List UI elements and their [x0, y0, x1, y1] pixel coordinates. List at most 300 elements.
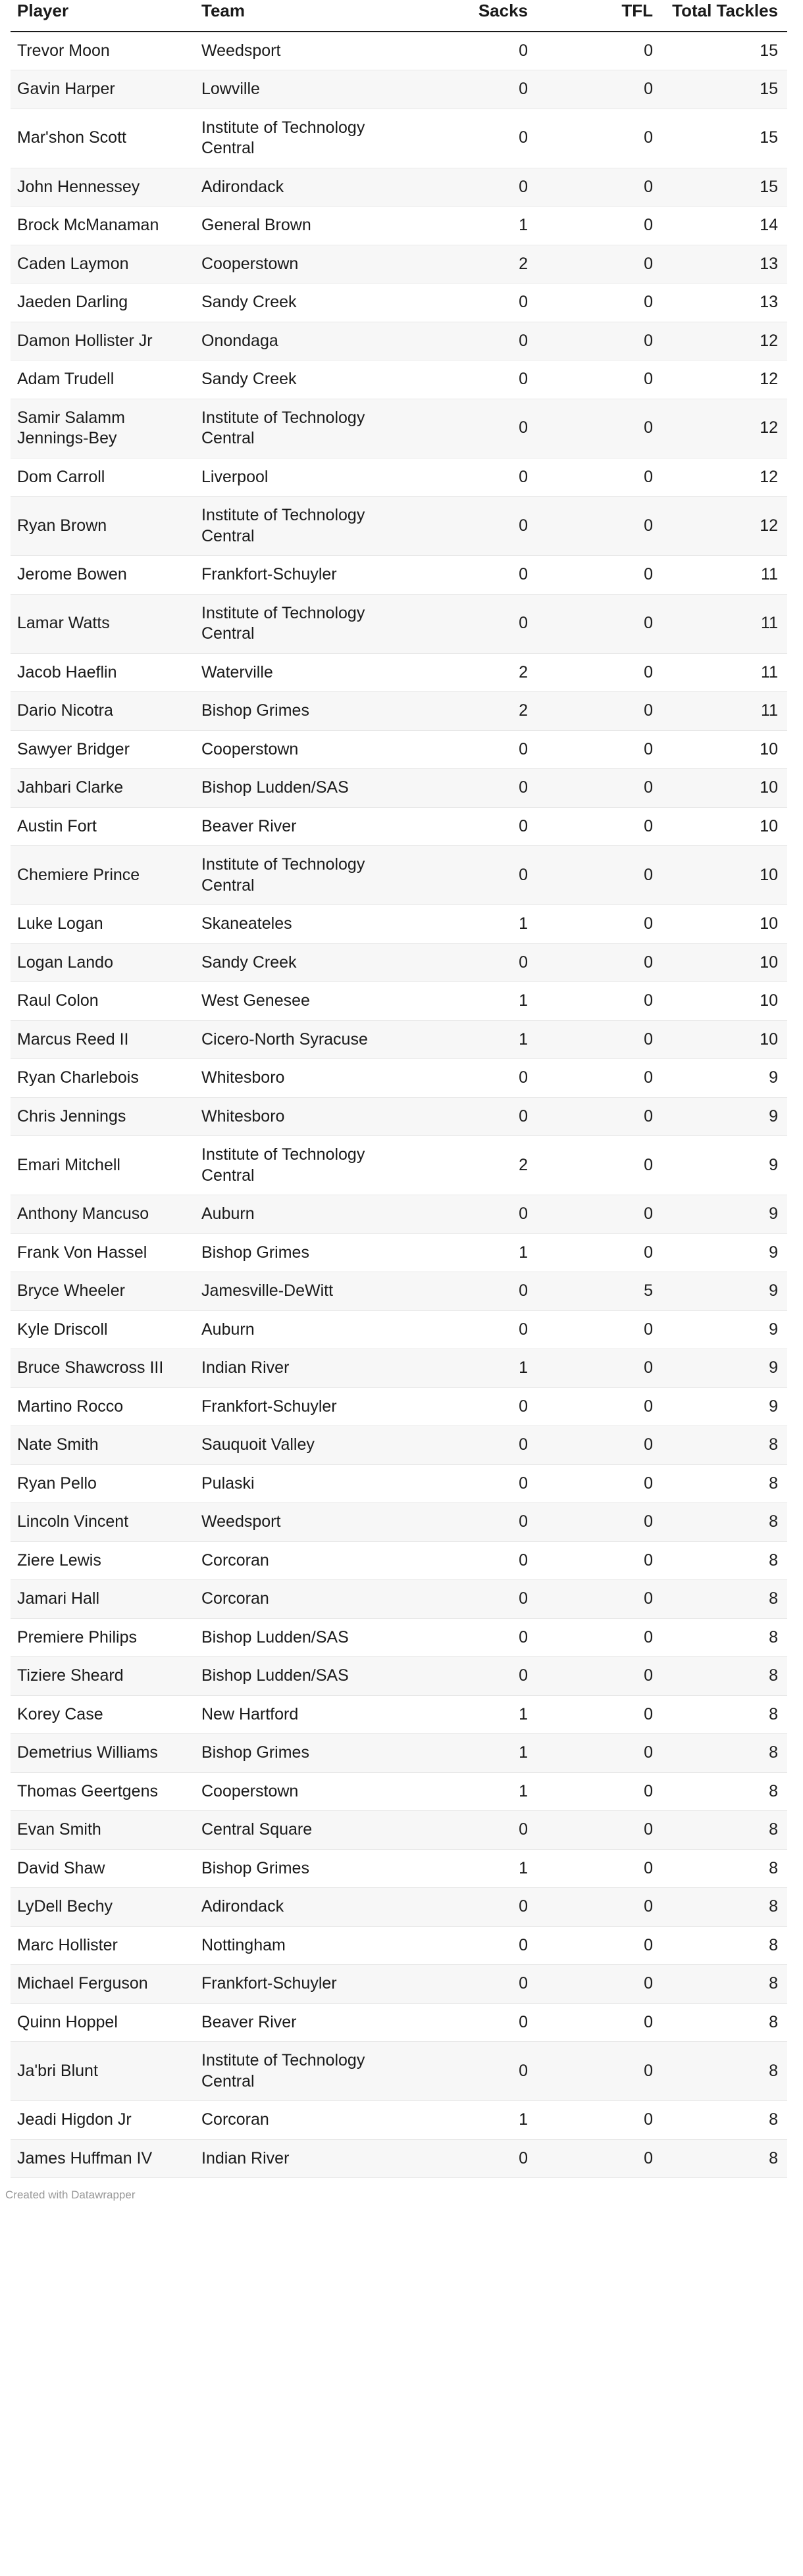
cell-total-tackles: 12 [662, 360, 787, 399]
cell-sacks: 1 [412, 2101, 537, 2140]
cell-total-tackles: 8 [662, 2042, 787, 2101]
cell-sacks: 1 [412, 1849, 537, 1888]
cell-team: Sandy Creek [195, 284, 412, 322]
cell-player: Mar'shon Scott [11, 109, 195, 168]
cell-tfl: 0 [537, 2101, 662, 2140]
cell-team: Jamesville-DeWitt [195, 1272, 412, 1311]
table-row [11, 982, 787, 1021]
cell-player: Samir Salamm Jennings-Bey [11, 399, 195, 458]
cell-team: Sandy Creek [195, 943, 412, 982]
cell-sacks: 0 [412, 730, 537, 769]
table-row [11, 1541, 787, 1580]
cell-total-tackles: 15 [662, 168, 787, 207]
table-row [11, 2101, 787, 2140]
cell-total-tackles: 15 [662, 70, 787, 109]
cell-total-tackles: 14 [662, 207, 787, 245]
cell-player: Michael Ferguson [11, 1965, 195, 2004]
cell-player: Demetrius Williams [11, 1734, 195, 1773]
cell-total-tackles: 12 [662, 458, 787, 497]
cell-total-tackles: 8 [662, 1580, 787, 1619]
cell-total-tackles: 12 [662, 322, 787, 360]
cell-team: Waterville [195, 653, 412, 692]
cell-tfl: 0 [537, 905, 662, 944]
table-row [11, 70, 787, 109]
cell-player: LyDell Bechy [11, 1888, 195, 1927]
cell-sacks: 0 [412, 322, 537, 360]
table-row [11, 1734, 787, 1773]
cell-tfl: 0 [537, 2042, 662, 2101]
table-row [11, 1310, 787, 1349]
cell-tfl: 0 [537, 730, 662, 769]
column-header-total-tackles-label: Total Tackles [672, 1, 778, 20]
table-row [11, 807, 787, 846]
table-row [11, 1811, 787, 1850]
cell-total-tackles: 8 [662, 1888, 787, 1927]
table-row [11, 1059, 787, 1098]
table-row [11, 2003, 787, 2042]
cell-total-tackles: 8 [662, 1503, 787, 1542]
cell-sacks: 0 [412, 556, 537, 595]
column-header-player[interactable] [11, 0, 195, 32]
cell-total-tackles: 8 [662, 1772, 787, 1811]
cell-sacks: 0 [412, 807, 537, 846]
cell-team: Onondaga [195, 322, 412, 360]
cell-sacks: 0 [412, 360, 537, 399]
cell-tfl: 0 [537, 982, 662, 1021]
cell-player: Lamar Watts [11, 594, 195, 653]
cell-sacks: 0 [412, 2139, 537, 2178]
cell-player: Bryce Wheeler [11, 1272, 195, 1311]
cell-tfl: 0 [537, 1195, 662, 1234]
cell-player: Jacob Haeflin [11, 653, 195, 692]
cell-total-tackles: 12 [662, 399, 787, 458]
cell-tfl: 0 [537, 1503, 662, 1542]
cell-sacks: 0 [412, 168, 537, 207]
cell-team: Beaver River [195, 2003, 412, 2042]
table-row [11, 360, 787, 399]
cell-sacks: 0 [412, 1426, 537, 1465]
cell-team: Cooperstown [195, 1772, 412, 1811]
column-header-sacks[interactable] [412, 0, 537, 32]
column-header-team-label: Team [201, 1, 245, 20]
cell-total-tackles: 10 [662, 846, 787, 905]
cell-team: Indian River [195, 2139, 412, 2178]
table-row [11, 497, 787, 556]
table-row [11, 284, 787, 322]
table-row [11, 458, 787, 497]
cell-tfl: 0 [537, 807, 662, 846]
cell-total-tackles: 8 [662, 1618, 787, 1657]
cell-sacks: 0 [412, 2042, 537, 2101]
table-row [11, 2139, 787, 2178]
cell-tfl: 0 [537, 284, 662, 322]
cell-team: Frankfort-Schuyler [195, 556, 412, 595]
cell-team: Bishop Grimes [195, 1734, 412, 1773]
cell-sacks: 0 [412, 1580, 537, 1619]
table-row [11, 943, 787, 982]
cell-tfl: 0 [537, 1136, 662, 1195]
cell-player: Ja'bri Blunt [11, 2042, 195, 2101]
cell-team: Skaneateles [195, 905, 412, 944]
table-row [11, 769, 787, 808]
cell-tfl: 0 [537, 70, 662, 109]
cell-player: Dom Carroll [11, 458, 195, 497]
cell-player: Quinn Hoppel [11, 2003, 195, 2042]
cell-sacks: 1 [412, 1020, 537, 1059]
cell-tfl: 0 [537, 1020, 662, 1059]
cell-sacks: 0 [412, 1272, 537, 1311]
cell-tfl: 0 [537, 109, 662, 168]
cell-total-tackles: 8 [662, 1464, 787, 1503]
cell-team: Bishop Grimes [195, 1233, 412, 1272]
cell-tfl: 0 [537, 1426, 662, 1465]
table-row [11, 322, 787, 360]
cell-team: Corcoran [195, 2101, 412, 2140]
cell-sacks: 1 [412, 1233, 537, 1272]
cell-total-tackles: 9 [662, 1349, 787, 1388]
cell-team: Adirondack [195, 168, 412, 207]
cell-player: Korey Case [11, 1695, 195, 1734]
table-row [11, 245, 787, 284]
player-defense-stats-table [11, 0, 787, 2178]
table-row [11, 399, 787, 458]
cell-tfl: 0 [537, 653, 662, 692]
cell-team: Institute of Technology Central [195, 2042, 412, 2101]
cell-team: Weedsport [195, 32, 412, 70]
column-header-sacks-label: Sacks [478, 1, 528, 20]
cell-tfl: 0 [537, 1926, 662, 1965]
cell-total-tackles: 10 [662, 943, 787, 982]
cell-team: Institute of Technology Central [195, 497, 412, 556]
cell-team: Institute of Technology Central [195, 399, 412, 458]
cell-team: Institute of Technology Central [195, 1136, 412, 1195]
cell-tfl: 0 [537, 594, 662, 653]
cell-team: Bishop Ludden/SAS [195, 1618, 412, 1657]
cell-player: Logan Lando [11, 943, 195, 982]
cell-sacks: 0 [412, 1811, 537, 1850]
cell-team: Cooperstown [195, 730, 412, 769]
table-row [11, 556, 787, 595]
cell-total-tackles: 9 [662, 1136, 787, 1195]
cell-total-tackles: 9 [662, 1195, 787, 1234]
table-row [11, 1618, 787, 1657]
table-row [11, 1888, 787, 1927]
cell-tfl: 0 [537, 1657, 662, 1696]
cell-total-tackles: 15 [662, 32, 787, 70]
cell-tfl: 0 [537, 1734, 662, 1773]
column-header-tfl[interactable] [537, 0, 662, 32]
cell-tfl: 0 [537, 1097, 662, 1136]
cell-sacks: 1 [412, 905, 537, 944]
cell-player: Kyle Driscoll [11, 1310, 195, 1349]
cell-sacks: 1 [412, 982, 537, 1021]
cell-player: Ziere Lewis [11, 1541, 195, 1580]
cell-tfl: 0 [537, 458, 662, 497]
cell-player: Ryan Pello [11, 1464, 195, 1503]
cell-tfl: 0 [537, 207, 662, 245]
cell-tfl: 0 [537, 692, 662, 731]
cell-team: Indian River [195, 1349, 412, 1388]
cell-team: Frankfort-Schuyler [195, 1387, 412, 1426]
table-row [11, 1272, 787, 1311]
cell-tfl: 0 [537, 1310, 662, 1349]
cell-total-tackles: 8 [662, 1849, 787, 1888]
cell-tfl: 0 [537, 1349, 662, 1388]
cell-tfl: 0 [537, 245, 662, 284]
cell-tfl: 0 [537, 1541, 662, 1580]
cell-total-tackles: 11 [662, 653, 787, 692]
cell-sacks: 0 [412, 1097, 537, 1136]
cell-tfl: 0 [537, 1580, 662, 1619]
cell-player: Marcus Reed II [11, 1020, 195, 1059]
cell-sacks: 0 [412, 1541, 537, 1580]
cell-tfl: 0 [537, 168, 662, 207]
cell-total-tackles: 10 [662, 982, 787, 1021]
cell-player: Caden Laymon [11, 245, 195, 284]
cell-sacks: 0 [412, 1464, 537, 1503]
cell-tfl: 0 [537, 322, 662, 360]
table-row [11, 1657, 787, 1696]
cell-total-tackles: 11 [662, 594, 787, 653]
cell-total-tackles: 9 [662, 1097, 787, 1136]
cell-tfl: 0 [537, 360, 662, 399]
cell-tfl: 0 [537, 1618, 662, 1657]
cell-player: Chris Jennings [11, 1097, 195, 1136]
cell-team: Weedsport [195, 1503, 412, 1542]
table-body [11, 32, 787, 2178]
cell-total-tackles: 10 [662, 769, 787, 808]
cell-sacks: 0 [412, 1965, 537, 2004]
cell-sacks: 0 [412, 109, 537, 168]
cell-team: Whitesboro [195, 1097, 412, 1136]
cell-total-tackles: 8 [662, 2003, 787, 2042]
cell-player: Jerome Bowen [11, 556, 195, 595]
cell-total-tackles: 9 [662, 1059, 787, 1098]
cell-team: Bishop Ludden/SAS [195, 1657, 412, 1696]
cell-player: James Huffman IV [11, 2139, 195, 2178]
cell-team: Bishop Grimes [195, 692, 412, 731]
cell-player: Premiere Philips [11, 1618, 195, 1657]
cell-sacks: 0 [412, 769, 537, 808]
cell-team: Sauquoit Valley [195, 1426, 412, 1465]
column-header-tfl-label: TFL [621, 1, 653, 20]
cell-tfl: 0 [537, 769, 662, 808]
cell-player: Dario Nicotra [11, 692, 195, 731]
cell-team: Institute of Technology Central [195, 109, 412, 168]
cell-tfl: 0 [537, 1059, 662, 1098]
cell-sacks: 0 [412, 1387, 537, 1426]
cell-tfl: 0 [537, 1888, 662, 1927]
cell-sacks: 0 [412, 497, 537, 556]
table-row [11, 1772, 787, 1811]
table-row [11, 653, 787, 692]
cell-team: Cooperstown [195, 245, 412, 284]
cell-total-tackles: 9 [662, 1310, 787, 1349]
cell-total-tackles: 8 [662, 1657, 787, 1696]
table-header [11, 0, 787, 32]
cell-sacks: 0 [412, 1926, 537, 1965]
cell-tfl: 0 [537, 1387, 662, 1426]
cell-sacks: 0 [412, 70, 537, 109]
cell-sacks: 1 [412, 1734, 537, 1773]
cell-player: Jamari Hall [11, 1580, 195, 1619]
cell-sacks: 0 [412, 1503, 537, 1542]
cell-team: Institute of Technology Central [195, 594, 412, 653]
cell-player: Tiziere Sheard [11, 1657, 195, 1696]
cell-tfl: 0 [537, 1772, 662, 1811]
cell-total-tackles: 10 [662, 807, 787, 846]
cell-sacks: 0 [412, 32, 537, 70]
table-row [11, 1464, 787, 1503]
table-row [11, 1349, 787, 1388]
cell-total-tackles: 15 [662, 109, 787, 168]
cell-team: Liverpool [195, 458, 412, 497]
cell-tfl: 0 [537, 2003, 662, 2042]
cell-total-tackles: 13 [662, 245, 787, 284]
cell-total-tackles: 9 [662, 1233, 787, 1272]
cell-player: Thomas Geertgens [11, 1772, 195, 1811]
cell-sacks: 2 [412, 692, 537, 731]
cell-team: Auburn [195, 1310, 412, 1349]
cell-tfl: 0 [537, 1849, 662, 1888]
table-row [11, 1926, 787, 1965]
cell-team: Adirondack [195, 1888, 412, 1927]
cell-player: Gavin Harper [11, 70, 195, 109]
cell-sacks: 2 [412, 1136, 537, 1195]
cell-team: Nottingham [195, 1926, 412, 1965]
cell-team: Bishop Ludden/SAS [195, 769, 412, 808]
cell-tfl: 0 [537, 1811, 662, 1850]
table-row [11, 207, 787, 245]
table-row [11, 168, 787, 207]
cell-sacks: 1 [412, 1349, 537, 1388]
cell-total-tackles: 8 [662, 1426, 787, 1465]
cell-total-tackles: 8 [662, 1734, 787, 1773]
cell-player: Martino Rocco [11, 1387, 195, 1426]
column-header-player-label: Player [17, 1, 69, 20]
cell-team: Frankfort-Schuyler [195, 1965, 412, 2004]
table-row [11, 1695, 787, 1734]
cell-tfl: 0 [537, 846, 662, 905]
cell-player: Marc Hollister [11, 1926, 195, 1965]
cell-sacks: 0 [412, 1195, 537, 1234]
cell-sacks: 0 [412, 1657, 537, 1696]
table-row [11, 730, 787, 769]
cell-total-tackles: 11 [662, 556, 787, 595]
column-header-total-tackles[interactable] [662, 0, 787, 32]
cell-tfl: 0 [537, 2139, 662, 2178]
cell-team: Auburn [195, 1195, 412, 1234]
table-row [11, 1503, 787, 1542]
cell-player: Emari Mitchell [11, 1136, 195, 1195]
table-row [11, 905, 787, 944]
cell-sacks: 0 [412, 1618, 537, 1657]
cell-total-tackles: 10 [662, 730, 787, 769]
cell-team: Corcoran [195, 1580, 412, 1619]
cell-player: Damon Hollister Jr [11, 322, 195, 360]
cell-sacks: 0 [412, 1059, 537, 1098]
table-row [11, 1136, 787, 1195]
cell-tfl: 0 [537, 497, 662, 556]
cell-team: Institute of Technology Central [195, 846, 412, 905]
cell-total-tackles: 12 [662, 497, 787, 556]
cell-sacks: 0 [412, 846, 537, 905]
table-row [11, 1097, 787, 1136]
cell-total-tackles: 8 [662, 2139, 787, 2178]
cell-sacks: 1 [412, 207, 537, 245]
cell-player: John Hennessey [11, 168, 195, 207]
cell-sacks: 0 [412, 458, 537, 497]
cell-player: Evan Smith [11, 1811, 195, 1850]
cell-total-tackles: 8 [662, 1965, 787, 2004]
cell-sacks: 0 [412, 943, 537, 982]
cell-tfl: 5 [537, 1272, 662, 1311]
cell-player: Jahbari Clarke [11, 769, 195, 808]
cell-team: Central Square [195, 1811, 412, 1850]
table-row [11, 109, 787, 168]
cell-total-tackles: 8 [662, 1926, 787, 1965]
cell-sacks: 0 [412, 1310, 537, 1349]
cell-player: Raul Colon [11, 982, 195, 1021]
cell-tfl: 0 [537, 1233, 662, 1272]
cell-tfl: 0 [537, 1464, 662, 1503]
table-row [11, 1195, 787, 1234]
cell-player: Frank Von Hassel [11, 1233, 195, 1272]
cell-tfl: 0 [537, 1965, 662, 2004]
cell-total-tackles: 11 [662, 692, 787, 731]
datawrapper-credit: Created with Datawrapper [5, 2189, 136, 2201]
cell-player: Jaeden Darling [11, 284, 195, 322]
cell-total-tackles: 10 [662, 905, 787, 944]
cell-team: West Genesee [195, 982, 412, 1021]
cell-player: Lincoln Vincent [11, 1503, 195, 1542]
cell-player: Adam Trudell [11, 360, 195, 399]
cell-total-tackles: 9 [662, 1387, 787, 1426]
table-row [11, 1020, 787, 1059]
cell-team: Pulaski [195, 1464, 412, 1503]
cell-team: Corcoran [195, 1541, 412, 1580]
cell-total-tackles: 8 [662, 1541, 787, 1580]
cell-total-tackles: 9 [662, 1272, 787, 1311]
cell-player: Bruce Shawcross III [11, 1349, 195, 1388]
cell-total-tackles: 13 [662, 284, 787, 322]
cell-team: Whitesboro [195, 1059, 412, 1098]
cell-player: Jeadi Higdon Jr [11, 2101, 195, 2140]
cell-player: Chemiere Prince [11, 846, 195, 905]
cell-player: Austin Fort [11, 807, 195, 846]
cell-player: Ryan Brown [11, 497, 195, 556]
cell-tfl: 0 [537, 1695, 662, 1734]
table-row [11, 594, 787, 653]
cell-player: Sawyer Bridger [11, 730, 195, 769]
cell-team: New Hartford [195, 1695, 412, 1734]
cell-team: Cicero-North Syracuse [195, 1020, 412, 1059]
cell-team: Bishop Grimes [195, 1849, 412, 1888]
column-header-team[interactable] [195, 0, 412, 32]
table-row [11, 2042, 787, 2101]
cell-total-tackles: 8 [662, 1811, 787, 1850]
cell-tfl: 0 [537, 399, 662, 458]
table-row [11, 692, 787, 731]
table-header-row [11, 0, 787, 32]
cell-tfl: 0 [537, 32, 662, 70]
cell-team: Sandy Creek [195, 360, 412, 399]
cell-sacks: 0 [412, 594, 537, 653]
table-row [11, 1233, 787, 1272]
cell-sacks: 2 [412, 653, 537, 692]
cell-player: Luke Logan [11, 905, 195, 944]
cell-player: Trevor Moon [11, 32, 195, 70]
